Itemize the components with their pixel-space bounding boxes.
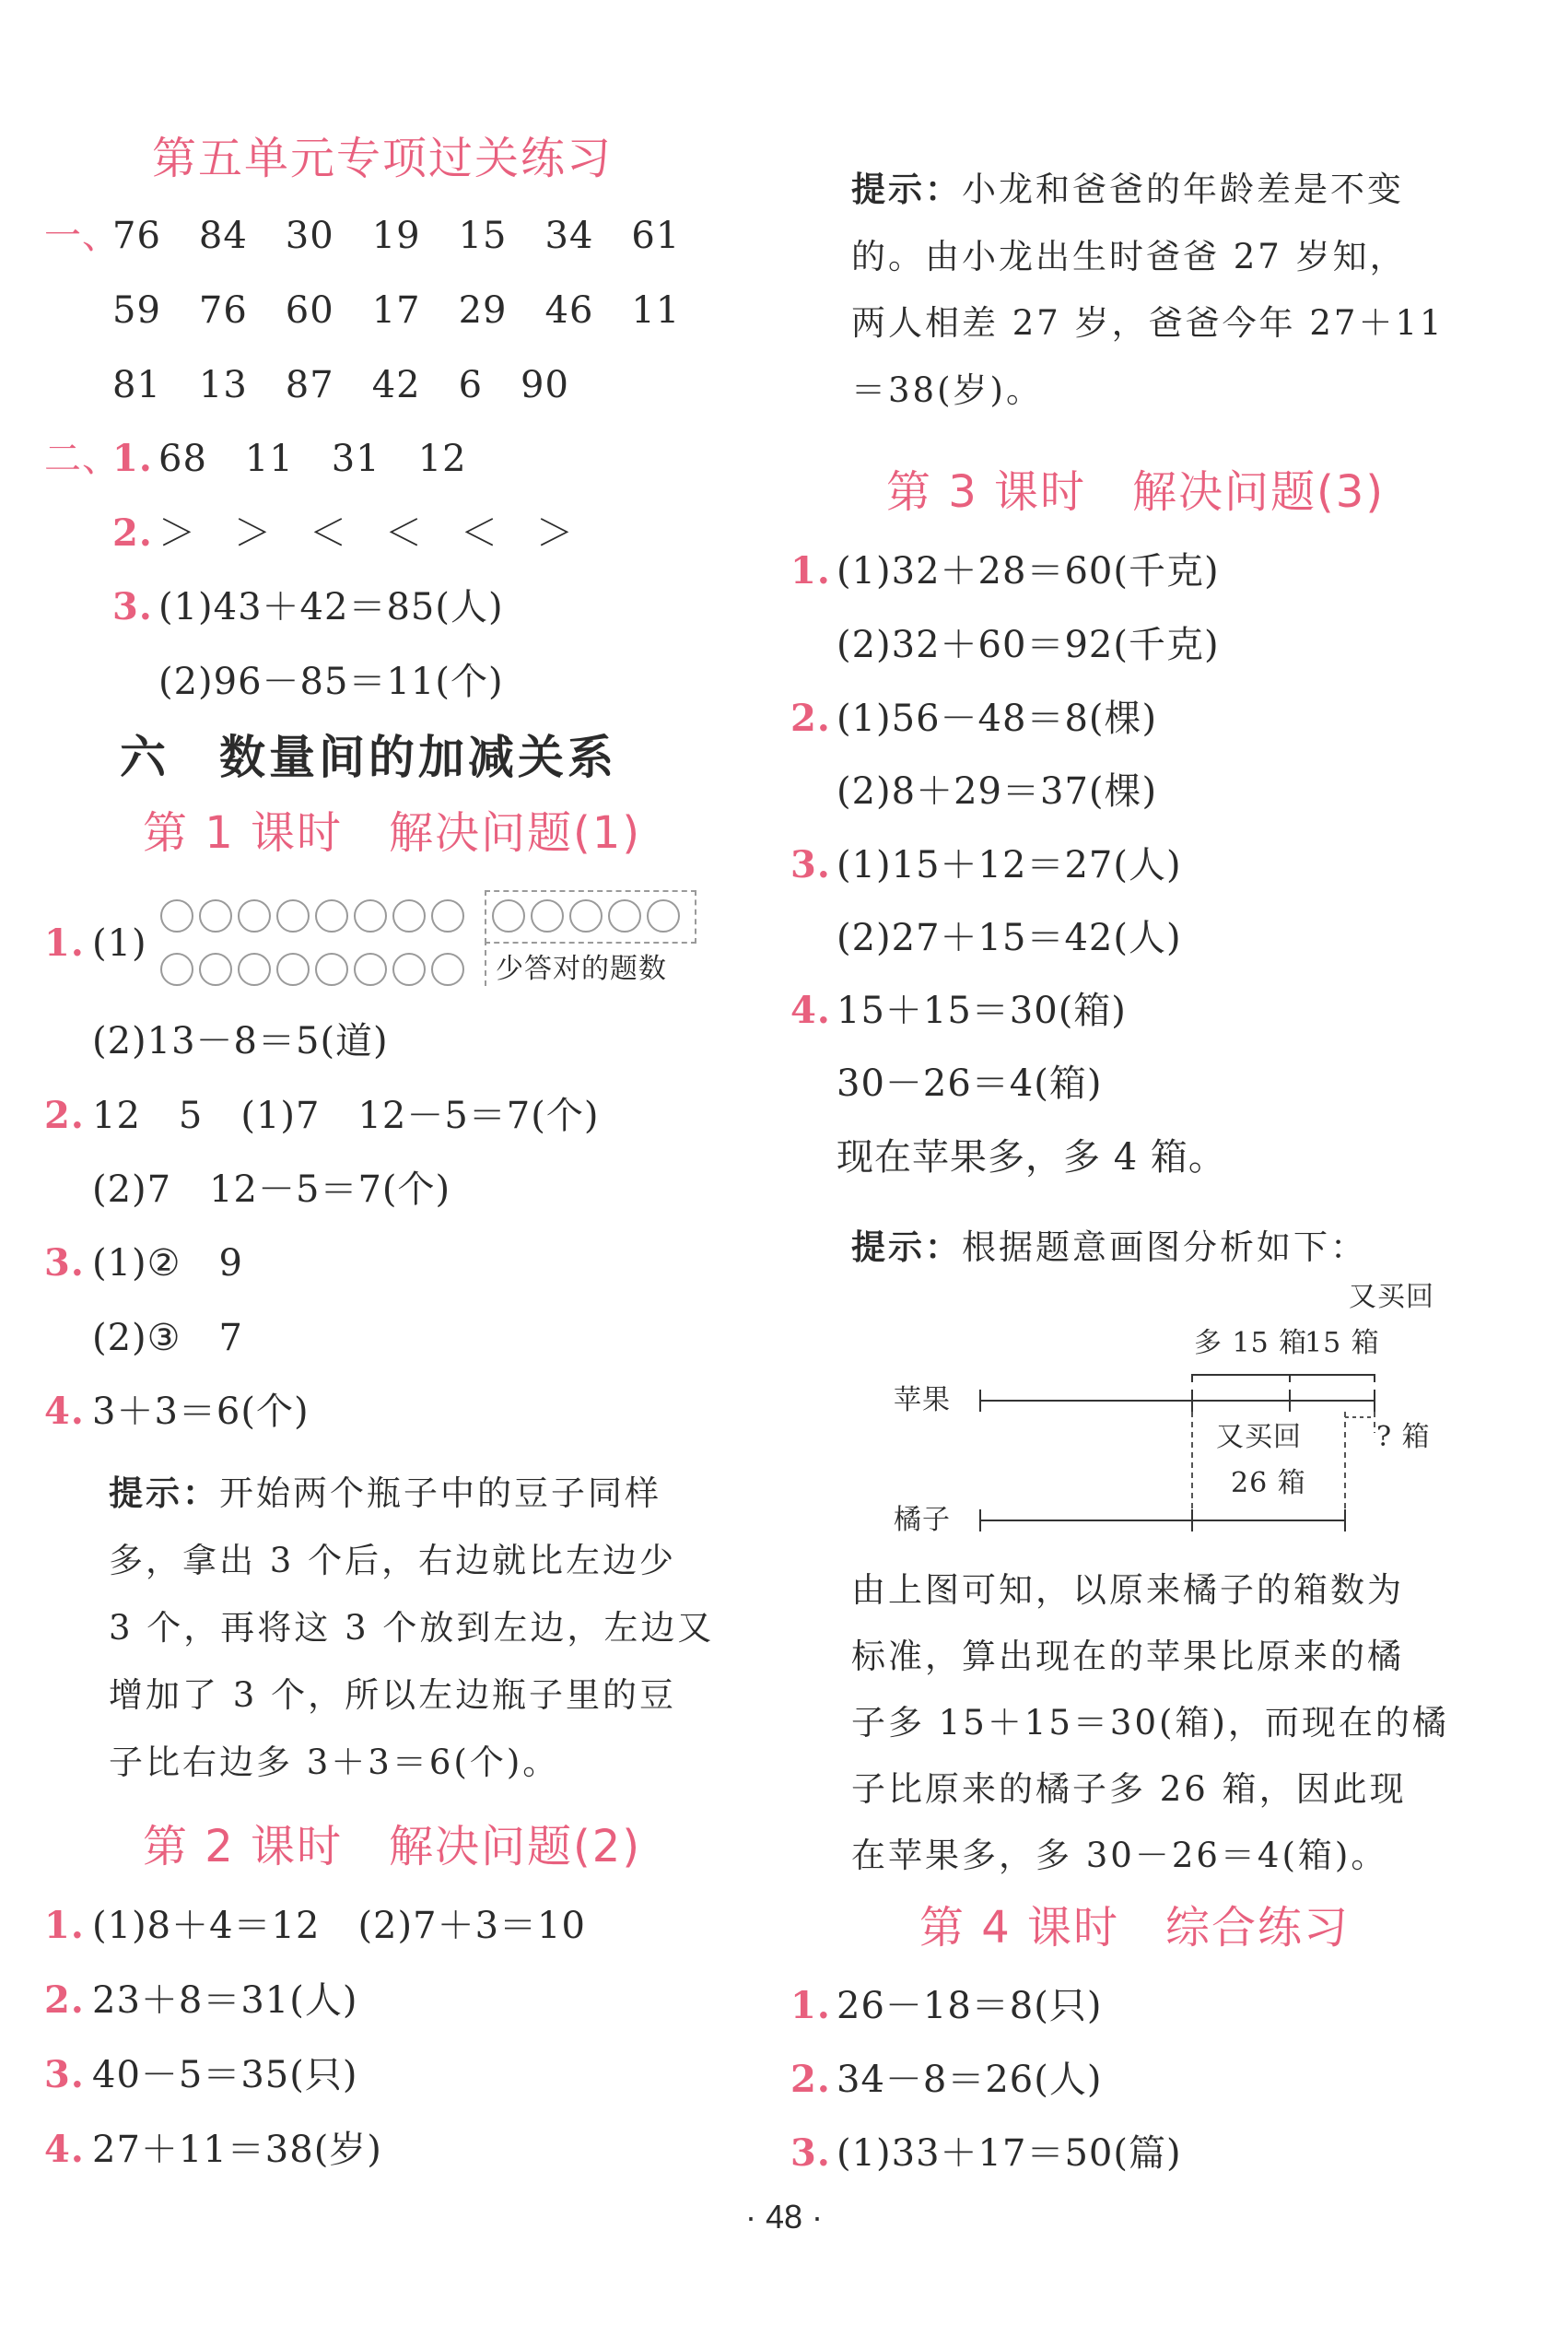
label-bought-again-top: 又买回 [1349,1281,1434,1313]
l3-q2-line2: (2)8＋29＝37(棵) [837,770,1158,813]
hint-label: 提示： [851,170,962,209]
l1-q1-num: 1. [44,921,85,965]
yi-row-3: 81 13 87 42 6 90 [112,364,569,406]
l4-item3-num: 3. [790,2131,831,2175]
l1-hint-line5: 子比右边多 3＋3＝6(个)。 [109,1743,560,1782]
label-bought26: 26 箱 [1231,1467,1306,1499]
section-er-label: 二、 [44,438,120,480]
l4-item2-text: 34－8＝26(人) [837,2059,1103,2101]
hint-text: 小龙和爸爸的年龄差是不变 [962,170,1404,209]
er-q1-text: 68 11 31 12 [158,438,467,480]
dashed-divider [485,940,488,986]
circle [531,899,564,933]
lesson3-title: 第 3 课时 解决问题(3) [886,466,1386,518]
l1-q4-text: 3＋3＝6(个) [92,1391,310,1433]
l3-q4-line2: 30－26＝4(箱) [837,1062,1103,1105]
circle [647,899,680,933]
l1-q2-num: 2. [44,1094,85,1137]
l3-hint-line4: 子比原来的橘子多 26 箱，因此现 [851,1769,1407,1809]
unit6-title: 六 数量间的加减关系 [120,731,617,784]
circle [238,899,271,933]
box-label: 少答对的题数 [496,953,667,985]
circle [160,899,193,933]
label-apple: 苹果 [894,1384,951,1416]
label-orange: 橘子 [894,1504,951,1536]
l1-hint-line4: 增加了 3 个，所以左边瓶子里的豆 [109,1675,677,1715]
er-q1-num: 1. [112,437,153,480]
circle [199,899,232,933]
yi-row-1: 76 84 30 19 15 34 61 [112,215,681,257]
top-hint-line2: 的。由小龙出生时爸爸 27 岁知， [851,237,1407,276]
l1-q1-line2: (2)13－8＝5(道) [92,1020,389,1062]
l3-q4-line3: 现在苹果多，多 4 箱。 [837,1136,1226,1179]
l1-hint-line1 [109,1461,661,1527]
l3-q3-num: 3. [790,843,831,886]
circle-row-bottom [160,953,464,986]
lesson2-title: 第 2 课时 解决问题(2) [143,1821,642,1872]
unit5-title: 第五单元专项过关练习 [152,133,614,184]
l2-item2-num: 2. [44,1978,85,2022]
circle [160,953,193,986]
l2-item1-text: (1)8＋4＝12 (2)7＋3＝10 [92,1905,586,1947]
circle [608,899,641,933]
circle [276,899,310,933]
brace-bought15 [1290,1375,1375,1382]
hint-text: 根据题意画图分析如下： [962,1227,1367,1267]
hint-label: 提示： [851,1227,962,1267]
l2-item1-num: 1. [44,1904,85,1947]
label-bought-again-mid: 又买回 [1216,1421,1302,1453]
er-q3-num: 3. [112,585,153,628]
l3-hint-line5: 在苹果多，多 30－26＝4(箱)。 [851,1836,1388,1875]
l1-q4-num: 4. [44,1390,85,1433]
circle [569,899,603,933]
l1-hint-line3: 3 个，再将这 3 个放到左边，左边又 [109,1608,715,1648]
circle [392,899,426,933]
l2-item4-text: 27＋11＝38(岁) [92,2129,382,2171]
l3-q4-num: 4. [790,989,831,1032]
lesson1-title: 第 1 课时 解决问题(1) [143,807,642,859]
l1-q2-line2: (2)7 12－5＝7(个) [92,1168,451,1211]
top-hint-line1 [851,157,1404,223]
circle-row-top [160,899,464,933]
circle-row-extra [492,899,680,933]
circle [315,953,348,986]
l3-q2-line1: (1)56－48＝8(棵) [837,698,1158,740]
segment-diagram [765,1272,1568,1548]
label-more15: 多 15 箱 [1194,1327,1308,1359]
circle [315,899,348,933]
label-question: ? 箱 [1376,1421,1431,1453]
hint-label: 提示： [109,1473,219,1513]
hint-text: 开始两个瓶子中的豆子同样 [219,1473,661,1513]
l3-q1-line2: (2)32＋60＝92(千克) [837,624,1220,666]
circle [276,953,310,986]
section-yi-label: 一、 [44,215,120,257]
er-q2-num: 2. [112,511,153,555]
l1-q3-line1: (1)② 9 [92,1242,243,1285]
l2-item4-num: 4. [44,2128,85,2171]
l4-item2-num: 2. [790,2058,831,2101]
circle [431,953,464,986]
l3-q3-line2: (2)27＋15＝42(人) [837,917,1182,959]
circle [392,953,426,986]
brace-more15 [1192,1375,1290,1382]
circle [492,899,525,933]
l1-q3-line2: (2)③ 7 [92,1317,243,1359]
l4-item3-text: (1)33＋17＝50(篇) [837,2132,1182,2175]
l3-hint-line1: 由上图可知，以原来橘子的箱数为 [851,1570,1404,1610]
l2-item3-text: 40－5＝35(只) [92,2054,358,2096]
circle [431,899,464,933]
l1-q2-line1: 12 5 (1)7 12－5＝7(个) [92,1095,600,1137]
l3-q1-line1: (1)32＋28＝60(千克) [837,550,1220,593]
l3-q2-num: 2. [790,697,831,740]
l2-item3-num: 3. [44,2053,85,2096]
l1-hint-line2: 多，拿出 3 个后，右边就比左边少 [109,1541,677,1580]
circle [354,899,387,933]
l2-item2-text: 23＋8＝31(人) [92,1979,358,2022]
l3-q1-num: 1. [790,549,831,593]
l3-hint-line2: 标准，算出现在的苹果比原来的橘 [851,1637,1404,1676]
top-hint-line3: 两人相差 27 岁，爸爸今年 27＋11 [851,303,1445,343]
l3-q3-line1: (1)15＋12＝27(人) [837,844,1182,886]
circle [354,953,387,986]
er-q2-text: ＞ ＞ ＜ ＜ ＜ ＞ [158,512,574,555]
circle [199,953,232,986]
l4-item1-text: 26－18＝8(只) [837,1985,1103,2027]
l1-q3-num: 3. [44,1241,85,1285]
l1-q1-prefix: (1) [92,922,147,965]
l3-hint-line3: 子多 15＋15＝30(箱)，而现在的橘 [851,1703,1449,1743]
lesson4-title: 第 4 课时 综合练习 [919,1902,1351,1954]
l3-q4-line1: 15＋15＝30(箱) [837,990,1127,1032]
yi-row-2: 59 76 60 17 29 46 11 [112,289,681,332]
er-q3-line2: (2)96－85＝11(个) [158,661,504,703]
circle [238,953,271,986]
label-bought15: 15 箱 [1305,1327,1380,1359]
diagram-lines [765,1272,1568,1548]
er-q3-line1: (1)43＋42＝85(人) [158,586,504,628]
page-number: · 48 · [744,2198,824,2236]
l4-item1-num: 1. [790,1984,831,2027]
top-hint-line4: ＝38(岁)。 [851,370,1043,410]
